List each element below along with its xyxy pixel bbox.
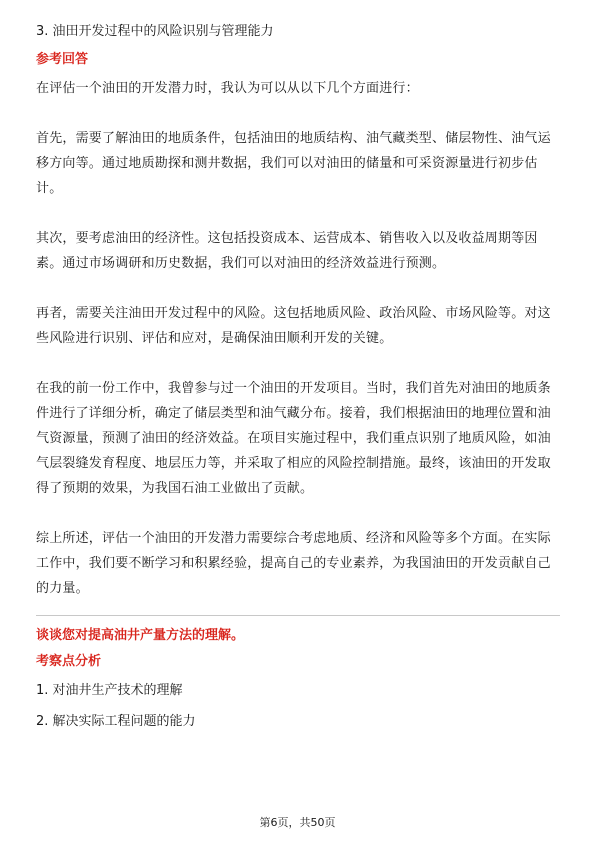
analysis-points-label: 考察点分析: [36, 654, 102, 669]
answer-paragraph-risk: 再者，需要关注油田开发过程中的风险。这包括地质风险、政治风险、市场风险等。对这些风险进行识别、评估和应对，是确保油田顺利开发的关键。: [36, 306, 551, 346]
page-footer: 第6页，共50页: [259, 816, 336, 829]
answer-paragraph-summary: 综上所述，评估一个油田的开发潜力需要综合考虑地质、经济和风险等多个方面。在实际工作中，我们要不断学习和积累经验，提高自己的专业素养，为我国油田的开发贡献自己的力量。: [36, 531, 551, 596]
answer-paragraph-economics: 其次，要考虑油田的经济性。这包括投资成本、运营成本、销售收入以及收益周期等因素。通过市场调研和历史数据，我们可以对油田的经济效益进行预测。: [36, 231, 538, 271]
next-question-title: 谈谈您对提高油井产量方法的理解。: [36, 628, 245, 643]
paragraph-gap: [36, 201, 560, 226]
answer-paragraph-experience: 在我的前一份工作中，我曾参与过一个油田的开发项目。当时，我们首先对油田的地质条件进行了详细分析，确定了储层类型和油气藏分布。接着，我们根据油田的地理位置和油气资源量，预测了油田的经济效益。在项目实施过程中，我们重点识别了地质风险，如油气层裂缝发育程度、地层压力等，并采取了相应的风险控制措施。最终，该油田的开发取得了预期的效果，为我国石油工业做出了贡献。: [36, 381, 551, 496]
paragraph-gap: [36, 501, 560, 526]
reference-answer-label: 参考回答: [36, 52, 89, 67]
page-content: [36, 22, 560, 734]
paragraph-gap: [36, 351, 560, 376]
answer-paragraph-geology: 首先，需要了解油田的地质条件，包括油田的地质结构、油气藏类型、储层物性、油气运移方向等。通过地质勘探和测井数据，我们可以对油田的储量和可采资源量进行初步估计。: [36, 131, 551, 196]
section-divider: [36, 615, 560, 616]
question-title: 3. 油田开发过程中的风险识别与管理能力: [36, 24, 274, 39]
paragraph-gap: [36, 101, 560, 126]
paragraph-gap: [36, 276, 560, 301]
analysis-point-1: 1. 对油井生产技术的理解: [36, 683, 183, 698]
analysis-point-2: 2. 解决实际工程问题的能力: [36, 714, 196, 729]
answer-paragraph-intro: 在评估一个油田的开发潜力时，我认为可以从以下几个方面进行：: [36, 81, 419, 96]
